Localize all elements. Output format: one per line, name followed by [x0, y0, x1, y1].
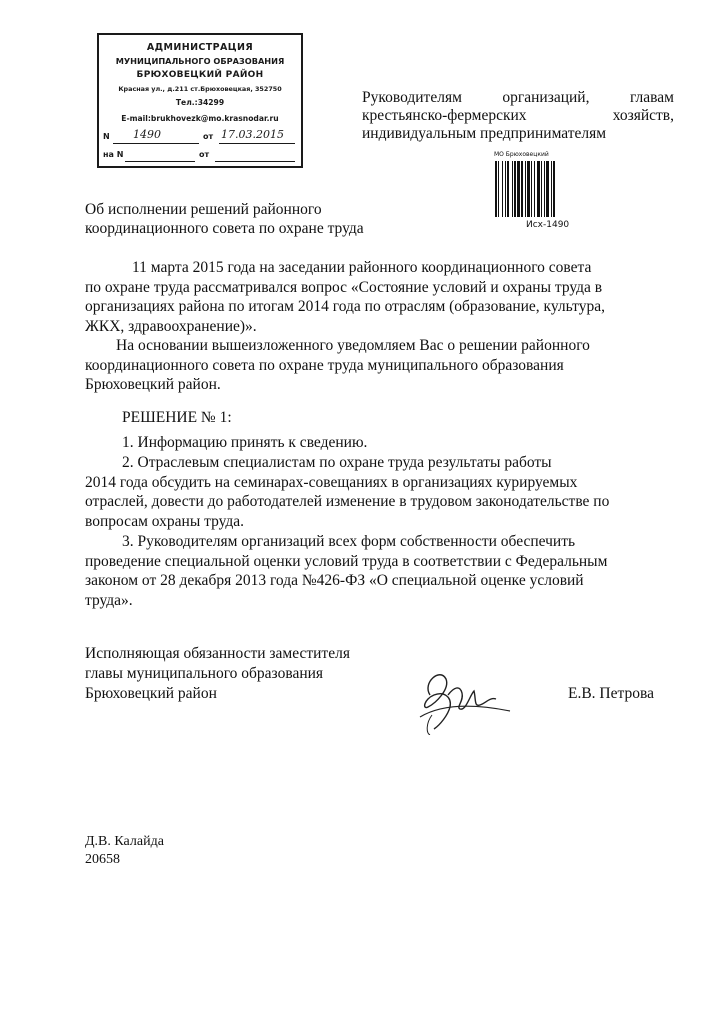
handwritten-signature — [400, 655, 520, 735]
stamp-na-from-line — [215, 149, 295, 162]
stamp-from-value: 17.03.2015 — [221, 128, 284, 141]
letter-subject — [85, 200, 364, 238]
barcode-bottom-text: Исх-1490 — [526, 220, 570, 230]
stamp-outgoing-number-row — [103, 128, 297, 145]
stamp-org-line2: МУНИЦИПАЛЬНОГО ОБРАЗОВАНИЯ — [115, 56, 285, 66]
addressee-block — [362, 89, 674, 143]
stamp-n-label: N — [103, 132, 110, 141]
stamp-na-from-label: от — [199, 150, 210, 159]
stamp-phone: Тел.:34299 — [175, 98, 225, 107]
executor-block — [85, 833, 164, 869]
signer-position: Исполняющая обязанности заместителя главы муниципального образования Брюховецкий район — [85, 645, 350, 702]
stamp-email: E-mail:brukhovezk@mo.krasnodar.ru — [121, 114, 279, 123]
stamp-n-value: 1490 — [133, 128, 161, 141]
decision-title: РЕШЕНИЕ № 1: — [122, 409, 232, 426]
decision-item-2: 2. Отраслевым специалистам по охране труда результаты работы 2014 года обсудить на семинарах-совещаниях в организациях курируемых отраслей, довести до работодателей изменение в трудовом законодательстве по вопросам охраны труда. — [85, 454, 610, 530]
stamp-incoming-number-row — [99, 149, 297, 163]
barcode-icon — [494, 161, 590, 217]
subject-line2: координационного совета по охране труда — [85, 220, 364, 237]
stamp-from-label: от — [203, 132, 214, 141]
registration-stamp — [97, 33, 303, 168]
body-paragraph-2: На основании вышеизложенного уведомляем Вас о решении районного координационного совета по охране труда муниципального образования Брюховецкий район. — [85, 337, 590, 393]
barcode-top-text: МО Брюховецкий — [494, 151, 549, 158]
executor-name: Д.В. Калайда — [85, 834, 164, 849]
stamp-org-line3: БРЮХОВЕЦКИЙ РАЙОН — [136, 70, 264, 80]
stamp-org-line1: АДМИНИСТРАЦИЯ — [146, 42, 254, 53]
addressee-line3: индивидуальным предпринимателям — [362, 125, 607, 142]
signer-name: Е.В. Петрова — [568, 685, 654, 702]
stamp-na-line — [125, 149, 195, 162]
body-paragraph-1: 11 марта 2015 года на заседании районного координационного совета по охране труда рассматривался вопрос «Состояние условий и охраны труда в организациях района по итогам 2014 года по отраслям (образование, культура, ЖКХ, здравоохранение)». — [85, 259, 605, 335]
executor-phone: 20658 — [85, 852, 120, 867]
stamp-na-label: на N — [103, 150, 124, 159]
addressee-line2: крестьянско-фермерских хозяйств, — [362, 107, 674, 124]
decision-item-1: 1. Информацию принять к сведению. — [122, 434, 368, 451]
decision-item-3: 3. Руководителям организаций всех форм собственности обеспечить проведение специальной оценки условий труда в соответствии с Федеральным законом от 28 декабря 2013 года №426-ФЗ «О специальной оценке условий труда». — [85, 533, 608, 609]
addressee-line1: Руководителям организаций, главам — [362, 89, 674, 106]
barcode-label — [494, 151, 590, 233]
stamp-address: Красная ул., д.211 ст.Брюховецкая, 352750 — [118, 85, 282, 93]
subject-line1: Об исполнении решений районного — [85, 201, 322, 218]
